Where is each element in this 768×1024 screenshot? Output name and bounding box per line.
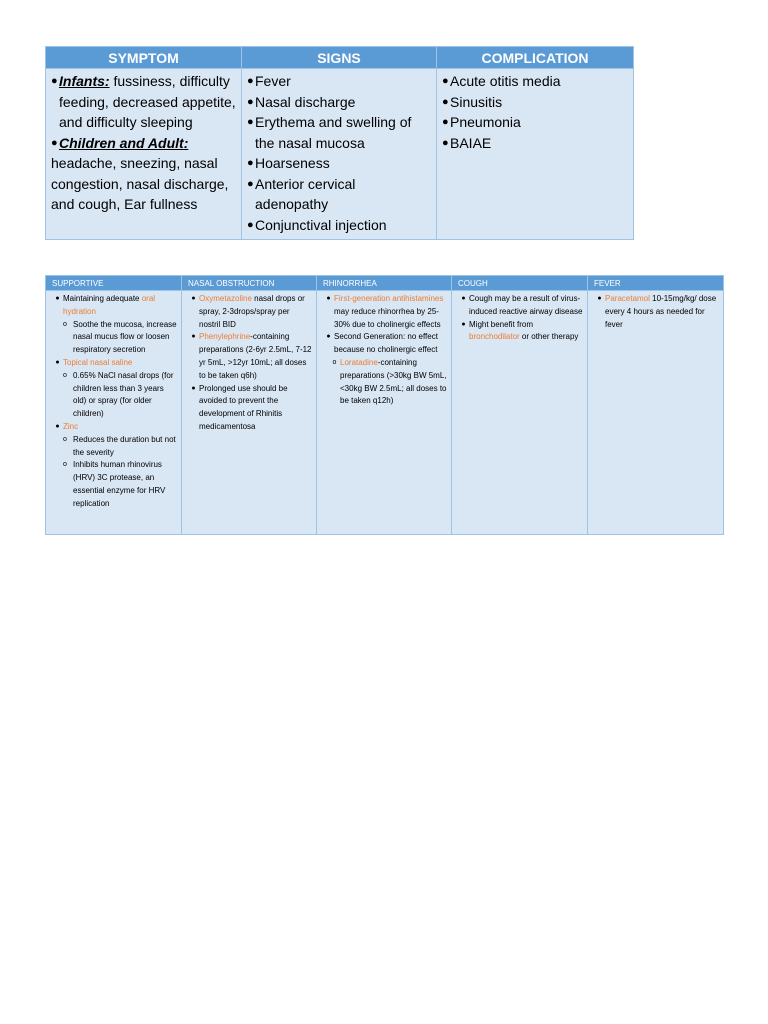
bullet-icon: ● [51,75,58,87]
highlight-bronchodilator: bronchodilator [469,332,520,342]
sub-list-item: o 0.65% NaCl nasal drops (for children less than 3 years old) or spray (for older children) [63,370,178,421]
bullet-icon: ● [442,116,449,128]
supportive-cell [46,291,182,535]
list-item: ● Second Generation: no effect because no cholinergic effect [323,331,448,357]
header-cough: COUGH [452,276,588,291]
bullet-icon: ● [442,75,449,87]
sub-list-item: o Reduces the duration but not the severity [63,434,178,460]
sub-list-item: o Loratadine-containing preparations (>30kg BW 5mL, <30kg BW 2.5mL; all doses to be taken q12h) [329,357,448,408]
sign-item: ● Anterior cervical adenopathy [247,174,432,215]
circle-bullet-icon: o [332,358,337,366]
bullet-icon: ● [442,95,449,108]
header-rhinorrhea: RHINORRHEA [317,276,452,291]
highlight-first-gen-antihistamines: First-generation antihistamines [334,294,444,303]
rhinorrhea-cell [317,291,452,535]
complication-item: ● Acute otitis media [442,71,629,92]
header-complication: COMPLICATION [437,47,634,69]
list-item: ● Might benefit from bronchodilator or other therapy [458,319,584,345]
complication-item: ● Sinusitis [442,92,629,113]
highlight-zinc: Zinc [63,421,79,431]
header-symptom: SYMPTOM [46,47,242,69]
header-nasal-obstruction: NASAL OBSTRUCTION [182,276,317,291]
bullet-icon: ● [51,136,58,149]
circle-bullet-icon: o [63,320,67,328]
sign-item: ● Hoarseness [247,153,432,174]
list-item: ● First-generation antihistamines may reduce rhinorrhea by 25-30% due to cholinergic effects [323,293,448,331]
fever-cell [588,291,724,535]
list-item: ● Oxymetazoline nasal drops or spray, 2-3drops/spray per nostril BID [188,293,313,331]
list-item: ● Phenylephrine-containing preparations (2-6yr 2.5mL, 7-12 yr 5mL, >12yr 10mL; all doses to be taken q6h) [188,331,313,382]
highlight-oxymetazoline: Oxymetazoline [199,294,252,303]
sign-item: ● Nasal discharge [247,92,432,113]
adults-text: headache, sneezing, nasal congestion, nasal discharge, and cough, Ear fullness [51,155,229,212]
bullet-icon: ● [461,320,466,328]
circle-bullet-icon: o [63,371,67,379]
symptom-item-infants [51,71,237,133]
highlight-oral-hydration: oral hydration [63,294,156,316]
complication-item: ● BAIAE [442,133,629,154]
bullet-icon: ● [55,295,60,302]
infants-text: fussiness, difficulty feeding, decreased appetite, and difficulty sleeping [59,73,236,130]
bullet-icon: ● [191,295,196,302]
treatment-table-row [46,291,724,535]
bullet-icon: ● [461,295,466,302]
infants-label: Infants: [59,73,110,89]
bullet-icon: ● [597,295,602,302]
header-fever: FEVER [588,276,724,291]
symptom-item-adults [51,133,237,154]
bullet-icon: ● [247,218,254,231]
sub-list-item: o Soothe the mucosa, increase nasal mucus flow or loosen respiratory secretion [63,319,178,357]
signs-cell [242,69,437,240]
symptoms-table [45,46,634,240]
complication-item: ● Pneumonia [442,112,629,133]
adults-label: Children and Adult: [59,134,189,151]
bullet-icon: ● [191,333,196,341]
bullet-icon: ● [326,333,331,341]
bullet-icon: ● [55,422,60,430]
complication-cell [437,69,634,240]
bullet-icon: ● [247,157,254,169]
highlight-paracetamol: Paracetamol [605,294,650,303]
circle-bullet-icon: o [63,461,67,469]
symptom-cell [46,69,242,240]
highlight-phenylephrine: Phenylephrine [199,332,251,342]
bullet-icon: ● [247,116,254,128]
sign-item: ● Erythema and swelling of the nasal mucosa [247,112,432,153]
treatment-table-header [46,276,724,291]
list-item [52,357,178,370]
header-signs: SIGNS [242,47,437,69]
highlight-topical-nasal-saline: Topical nasal saline [63,357,133,367]
header-supportive: SUPPORTIVE [46,276,182,291]
circle-bullet-icon: o [63,435,67,443]
list-item: ● Prolonged use should be avoided to prevent the development of Rhinitis medicamentosa [188,383,313,434]
bullet-icon: ● [442,136,449,149]
sub-list-item: o Inhibits human rhinovirus (HRV) 3C protease, an essential enzyme for HRV replication [63,459,178,510]
list-item: ● Paracetamol 10-15mg/kg/ dose every 4 hours as needed for fever [594,293,720,331]
bullet-icon: ● [247,95,254,108]
bullet-icon: ● [247,177,254,190]
treatment-table [45,275,724,535]
nasal-obstruction-cell [182,291,317,535]
sign-item: ● Fever [247,71,432,92]
bullet-icon: ● [191,384,196,392]
bullet-icon: ● [326,295,331,302]
symptoms-table-row [46,69,634,240]
bullet-icon: ● [55,358,60,366]
symptoms-table-header [46,47,634,69]
list-item: ● Maintaining adequate oral hydration [52,293,178,319]
bullet-icon: ● [247,75,254,87]
highlight-loratadine: Loratadine [340,357,378,367]
list-item [52,421,178,434]
cough-cell [452,291,588,535]
sign-item: ● Conjunctival injection [247,215,432,236]
list-item: ● Cough may be a result of virus-induced reactive airway disease [458,293,584,319]
